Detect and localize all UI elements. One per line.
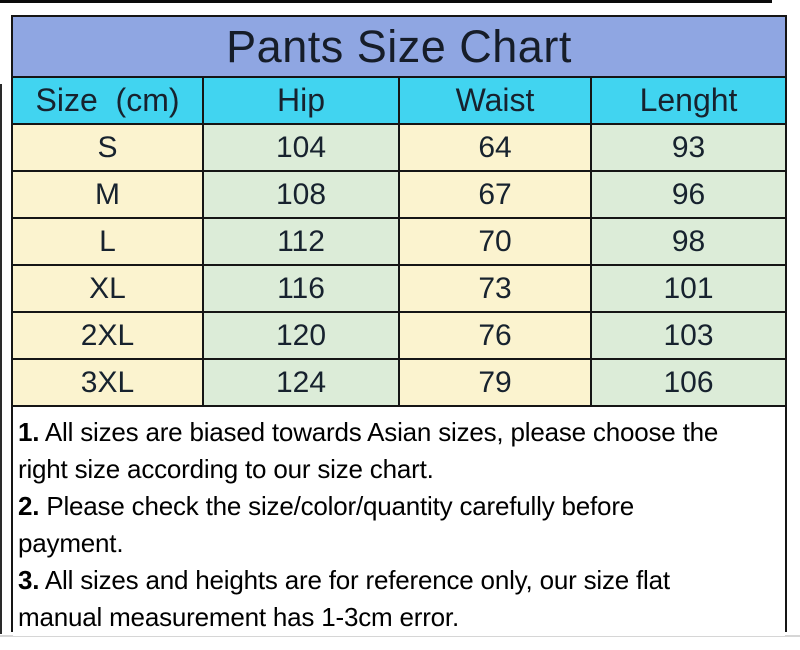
table-row (13, 219, 785, 266)
table-cell: 73 (400, 266, 592, 311)
table-cell: 112 (204, 219, 400, 264)
left-edge-strip (0, 84, 2, 634)
table-row (13, 313, 785, 360)
table-cell: 103 (592, 313, 785, 358)
notes-section (13, 407, 785, 636)
header-cell: Lenght (592, 78, 785, 123)
table-cell: 106 (592, 360, 785, 405)
table-cell: L (13, 219, 204, 264)
table-cell: XL (13, 266, 204, 311)
table-cell: 64 (400, 125, 592, 170)
header-cell: Size (cm) (13, 78, 204, 123)
note-item: 3. All sizes and heights are for reference only, our size flat manual measurement has 1-3cm error. (18, 565, 670, 632)
table-cell: M (13, 172, 204, 217)
table-cell: 2XL (13, 313, 204, 358)
table-cell: 96 (592, 172, 785, 217)
table-cell: 124 (204, 360, 400, 405)
table-row (13, 266, 785, 313)
note-number: 3. (18, 565, 40, 595)
size-chart-table (11, 15, 787, 632)
table-cell: 116 (204, 266, 400, 311)
table-row (13, 360, 785, 407)
table-cell: 101 (592, 266, 785, 311)
table-cell: 3XL (13, 360, 204, 405)
page-title: Pants Size Chart (13, 17, 785, 78)
note-number: 2. (18, 491, 40, 521)
table-cell: S (13, 125, 204, 170)
table-body (13, 125, 785, 407)
note-item: 2. Please check the size/color/quantity carefully before payment. (18, 491, 635, 558)
top-edge-strip (0, 0, 772, 3)
table-row (13, 172, 785, 219)
table-cell: 98 (592, 219, 785, 264)
header-cell: Hip (204, 78, 400, 123)
table-cell: 67 (400, 172, 592, 217)
note-number: 1. (18, 417, 40, 447)
table-cell: 120 (204, 313, 400, 358)
table-cell: 108 (204, 172, 400, 217)
table-cell: 79 (400, 360, 592, 405)
table-cell: 76 (400, 313, 592, 358)
table-cell: 70 (400, 219, 592, 264)
table-cell: 93 (592, 125, 785, 170)
table-header-row (13, 78, 785, 125)
header-cell: Waist (400, 78, 592, 123)
table-cell: 104 (204, 125, 400, 170)
table-row (13, 125, 785, 172)
note-item: 1. All sizes are biased towards Asian sizes, please choose the right size according to our size chart. (18, 417, 719, 484)
